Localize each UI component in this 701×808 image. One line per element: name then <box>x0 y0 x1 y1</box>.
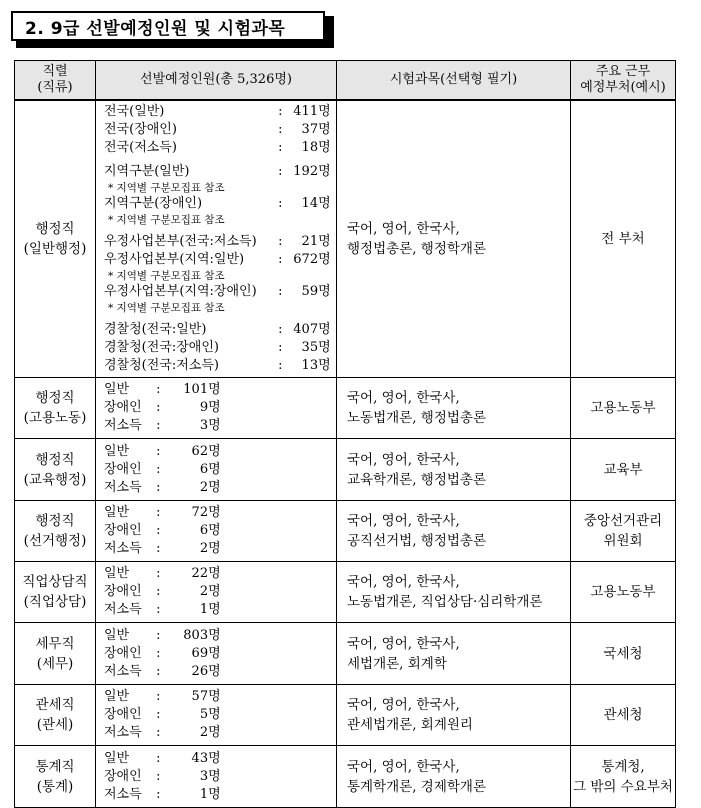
recruit-separator: : <box>274 196 287 211</box>
table-header-row <box>15 61 676 101</box>
table-row <box>15 100 676 378</box>
recruit-separator: : <box>152 750 165 766</box>
recruit-line <box>104 195 336 213</box>
dept-text: 관세청 <box>603 707 643 723</box>
recruit-line <box>104 565 336 583</box>
subjects-cell <box>337 623 571 685</box>
recruit-line <box>104 583 336 601</box>
job-text: (선거행정) <box>23 533 87 549</box>
recruit-note: * 지역별 구분모집표 참조 <box>108 302 225 314</box>
job-text: (교육행정) <box>23 471 87 488</box>
table-row <box>15 562 676 623</box>
recruit-value: 3명 <box>199 418 221 433</box>
dept-cell <box>571 623 676 685</box>
recruit-separator: : <box>274 104 287 119</box>
recruit-value: 37명 <box>301 122 331 137</box>
recruit-line <box>104 417 336 435</box>
recruit-label: 저소득 <box>104 786 142 802</box>
recruit-separator: : <box>152 707 165 722</box>
recruit-separator: : <box>152 382 165 397</box>
recruit-label: 지역구분(일반) <box>104 164 190 179</box>
recruit-value: 9명 <box>199 400 221 415</box>
recruit-value: 43명 <box>191 750 221 766</box>
recruit-value: 1명 <box>199 786 221 802</box>
recruit-value: 6명 <box>199 461 221 477</box>
recruit-label: 저소득 <box>104 541 142 556</box>
recruitment-table <box>14 60 676 808</box>
recruit-label: 일반 <box>104 382 130 397</box>
recruit-value: 2명 <box>199 725 221 740</box>
recruit-label: 우정사업본부(전국:저소득) <box>104 234 257 249</box>
recruit-separator: : <box>152 584 165 599</box>
recruit-separator: : <box>152 523 165 538</box>
recruit-line <box>104 163 336 181</box>
recruit-separator: : <box>152 627 165 643</box>
subject-text: 세법개론, 회계학 <box>347 655 447 672</box>
job-text: 세무직 <box>35 635 75 652</box>
recruit-label: 장애인 <box>104 768 142 784</box>
recruit-value: 803명 <box>183 627 221 643</box>
recruit-value: 13명 <box>301 358 331 373</box>
subject-text: 공직선거법, 행정법총론 <box>347 533 486 549</box>
recruit-separator: : <box>152 725 165 740</box>
recruit-value: 69명 <box>191 645 221 661</box>
header-dept-line1: 주요 근무 <box>595 64 651 79</box>
subjects-cell <box>337 746 571 808</box>
recruit-separator: : <box>152 479 165 495</box>
dept-text: 중앙선거관리 <box>583 513 663 529</box>
job-cell <box>15 623 96 685</box>
subjects-cell <box>337 378 571 439</box>
recruit-value: 18명 <box>301 140 331 155</box>
recruit-label: 일반 <box>104 566 130 581</box>
recruit-label: 일반 <box>104 750 130 766</box>
recruit-cell <box>96 562 337 623</box>
job-text: (통계) <box>36 778 74 795</box>
table-row <box>15 623 676 685</box>
recruit-separator: : <box>274 284 287 299</box>
recruit-label: 장애인 <box>104 584 142 599</box>
dept-cell <box>571 685 676 746</box>
recruit-separator: : <box>274 252 287 267</box>
recruit-separator: : <box>152 786 165 802</box>
recruit-line <box>104 251 336 269</box>
recruit-separator: : <box>274 140 287 155</box>
subject-text: 국어, 영어, 한국사, <box>347 635 460 652</box>
recruit-line <box>104 786 336 804</box>
job-text: 통계직 <box>35 758 75 775</box>
recruit-label: 저소득 <box>104 663 142 679</box>
subject-text: 국어, 영어, 한국사, <box>347 513 460 529</box>
recruit-value: 6명 <box>199 523 221 538</box>
job-text: 행정직 <box>35 451 75 468</box>
header-job-line1: 직렬 <box>42 64 68 79</box>
recruit-value: 21명 <box>301 234 331 249</box>
recruit-line <box>104 688 336 706</box>
recruit-line <box>104 357 336 375</box>
page-title: 2. 9급 선발예정인원 및 시험과목 <box>11 11 325 41</box>
recruit-line <box>104 645 336 663</box>
job-text: (직업상담) <box>23 594 87 610</box>
recruit-label: 일반 <box>104 689 130 704</box>
recruit-value: 192명 <box>293 164 331 179</box>
recruit-line <box>104 750 336 768</box>
recruit-label: 지역구분(장애인) <box>104 196 203 211</box>
recruit-line <box>104 139 336 157</box>
recruit-label: 장애인 <box>104 523 142 538</box>
recruit-separator: : <box>152 645 165 661</box>
job-cell <box>15 439 96 501</box>
recruit-label: 경찰청(전국:장애인) <box>104 340 219 355</box>
recruit-line <box>104 627 336 645</box>
recruit-label: 전국(일반) <box>104 104 165 119</box>
subject-text: 국어, 영어, 한국사, <box>347 390 460 406</box>
subject-text: 국어, 영어, 한국사, <box>347 221 460 237</box>
subjects-cell <box>337 439 571 501</box>
header-dept-line2: 예정부처(예시) <box>580 80 666 95</box>
dept-cell <box>571 439 676 501</box>
recruit-line <box>104 504 336 522</box>
recruit-label: 저소득 <box>104 725 142 740</box>
recruit-separator: : <box>152 443 165 459</box>
recruit-separator: : <box>152 566 165 581</box>
recruit-cell <box>96 685 337 746</box>
recruit-note: * 지역별 구분모집표 참조 <box>108 182 225 194</box>
job-cell <box>15 100 96 378</box>
recruit-label: 저소득 <box>104 602 142 617</box>
recruit-value: 22명 <box>191 566 221 581</box>
dept-text: 위원회 <box>603 533 643 549</box>
recruit-cell <box>96 623 337 685</box>
recruit-value: 72명 <box>191 505 221 520</box>
recruit-value: 1명 <box>199 602 221 617</box>
job-text: 행정직 <box>35 221 75 237</box>
recruit-value: 411명 <box>293 104 331 119</box>
header-job <box>15 61 96 101</box>
table-row <box>15 378 676 439</box>
recruit-label: 우정사업본부(지역:일반) <box>104 252 245 267</box>
recruit-line <box>104 768 336 786</box>
recruit-separator: : <box>152 461 165 477</box>
dept-text: 통계청, <box>601 758 645 775</box>
recruit-separator: : <box>274 340 287 355</box>
recruit-line <box>104 443 336 461</box>
recruit-line <box>104 399 336 417</box>
subject-text: 관세법개론, 회계원리 <box>347 717 473 733</box>
recruit-line <box>104 663 336 681</box>
subjects-cell <box>337 562 571 623</box>
recruit-label: 일반 <box>104 627 130 643</box>
recruit-label: 전국(장애인) <box>104 122 177 137</box>
recruit-separator: : <box>152 400 165 415</box>
recruit-separator: : <box>274 234 287 249</box>
recruit-cell <box>96 501 337 562</box>
subjects-cell <box>337 685 571 746</box>
subject-text: 교육학개론, 행정법총론 <box>347 471 486 488</box>
subject-text: 노동법개론, 행정법총론 <box>347 410 486 426</box>
recruit-separator: : <box>152 663 165 679</box>
recruit-value: 3명 <box>199 768 221 784</box>
recruit-separator: : <box>152 505 165 520</box>
job-text: 행정직 <box>35 513 75 529</box>
recruit-separator: : <box>274 164 287 179</box>
recruit-note: * 지역별 구분모집표 참조 <box>108 214 225 226</box>
dept-text: 교육부 <box>603 461 643 478</box>
table-row <box>15 501 676 562</box>
recruit-line <box>104 479 336 497</box>
header-job-line2: (직류) <box>37 80 73 95</box>
recruit-separator: : <box>274 122 287 137</box>
recruit-label: 저소득 <box>104 418 142 433</box>
recruit-value: 59명 <box>301 284 331 299</box>
job-cell <box>15 685 96 746</box>
recruit-value: 672명 <box>293 252 331 267</box>
job-text: 직업상담직 <box>22 574 88 590</box>
job-text: (일반행정) <box>23 241 87 257</box>
recruit-value: 407명 <box>293 322 331 337</box>
recruit-label: 장애인 <box>104 707 142 722</box>
recruit-value: 2명 <box>199 584 221 599</box>
recruit-label: 장애인 <box>104 461 142 477</box>
subject-text: 행정법총론, 행정학개론 <box>347 241 486 257</box>
job-text: (고용노동) <box>23 410 87 426</box>
recruit-label: 경찰청(전국:일반) <box>104 322 207 337</box>
job-text: (관세) <box>36 717 74 733</box>
recruit-separator: : <box>274 322 287 337</box>
recruit-separator: : <box>152 768 165 784</box>
recruit-line <box>104 321 336 339</box>
recruit-line <box>104 706 336 724</box>
recruit-value: 14명 <box>301 196 331 211</box>
recruit-line <box>104 339 336 357</box>
recruit-separator: : <box>152 418 165 433</box>
recruit-line <box>104 283 336 301</box>
recruit-value: 5명 <box>199 707 221 722</box>
recruit-separator: : <box>152 602 165 617</box>
job-cell <box>15 562 96 623</box>
recruit-line <box>104 103 336 121</box>
job-cell <box>15 746 96 808</box>
subject-text: 국어, 영어, 한국사, <box>347 758 460 775</box>
recruit-line <box>104 233 336 251</box>
dept-cell <box>571 100 676 378</box>
recruit-line <box>104 540 336 558</box>
table-row <box>15 746 676 808</box>
recruit-value: 26명 <box>191 663 221 679</box>
recruit-line <box>104 381 336 399</box>
recruit-separator: : <box>274 358 287 373</box>
header-dept <box>571 61 676 101</box>
recruit-label: 저소득 <box>104 479 142 495</box>
table-row <box>15 439 676 501</box>
job-text: 관세직 <box>35 697 75 713</box>
recruit-label: 일반 <box>104 443 130 459</box>
dept-text: 전 부처 <box>601 231 645 247</box>
dept-cell <box>571 501 676 562</box>
recruit-line <box>104 121 336 139</box>
job-text: 행정직 <box>35 390 75 406</box>
recruit-value: 62명 <box>191 443 221 459</box>
dept-text: 고용노동부 <box>590 584 656 600</box>
dept-cell <box>571 378 676 439</box>
recruit-label: 장애인 <box>104 400 142 415</box>
subject-text: 국어, 영어, 한국사, <box>347 451 460 468</box>
recruit-line <box>104 522 336 540</box>
recruit-line <box>104 601 336 619</box>
recruit-separator: : <box>152 541 165 556</box>
recruit-cell <box>96 100 337 378</box>
subject-text: 국어, 영어, 한국사, <box>347 574 460 590</box>
recruit-line <box>104 461 336 479</box>
recruit-cell <box>96 439 337 501</box>
subject-text: 노동법개론, 직업상담·심리학개론 <box>347 594 543 610</box>
header-recruit: 선발예정인원(총 5,326명) <box>96 61 337 101</box>
job-text: (세무) <box>36 655 74 672</box>
recruit-label: 경찰청(전국:저소득) <box>104 358 219 373</box>
recruit-value: 57명 <box>191 689 221 704</box>
job-cell <box>15 378 96 439</box>
job-cell <box>15 501 96 562</box>
dept-text: 고용노동부 <box>590 400 656 416</box>
dept-text: 그 밖의 수요부처 <box>573 778 673 795</box>
recruit-cell <box>96 746 337 808</box>
recruit-value: 35명 <box>301 340 331 355</box>
recruit-value: 2명 <box>199 479 221 495</box>
subjects-cell <box>337 501 571 562</box>
header-subjects: 시험과목(선택형 필기) <box>337 61 571 101</box>
subjects-cell <box>337 100 571 378</box>
recruit-label: 장애인 <box>104 645 142 661</box>
recruit-value: 2명 <box>199 541 221 556</box>
dept-cell <box>571 562 676 623</box>
recruit-note: * 지역별 구분모집표 참조 <box>108 270 225 282</box>
dept-text: 국세청 <box>603 645 643 662</box>
recruit-label: 일반 <box>104 505 130 520</box>
recruit-line <box>104 724 336 742</box>
recruit-label: 우정사업본부(지역:장애인) <box>104 284 257 299</box>
recruit-value: 101명 <box>183 382 221 397</box>
recruit-label: 전국(저소득) <box>104 140 177 155</box>
table-row <box>15 685 676 746</box>
recruit-cell <box>96 378 337 439</box>
subject-text: 국어, 영어, 한국사, <box>347 697 460 713</box>
recruit-separator: : <box>152 689 165 704</box>
subject-text: 통계학개론, 경제학개론 <box>347 778 486 795</box>
dept-cell <box>571 746 676 808</box>
